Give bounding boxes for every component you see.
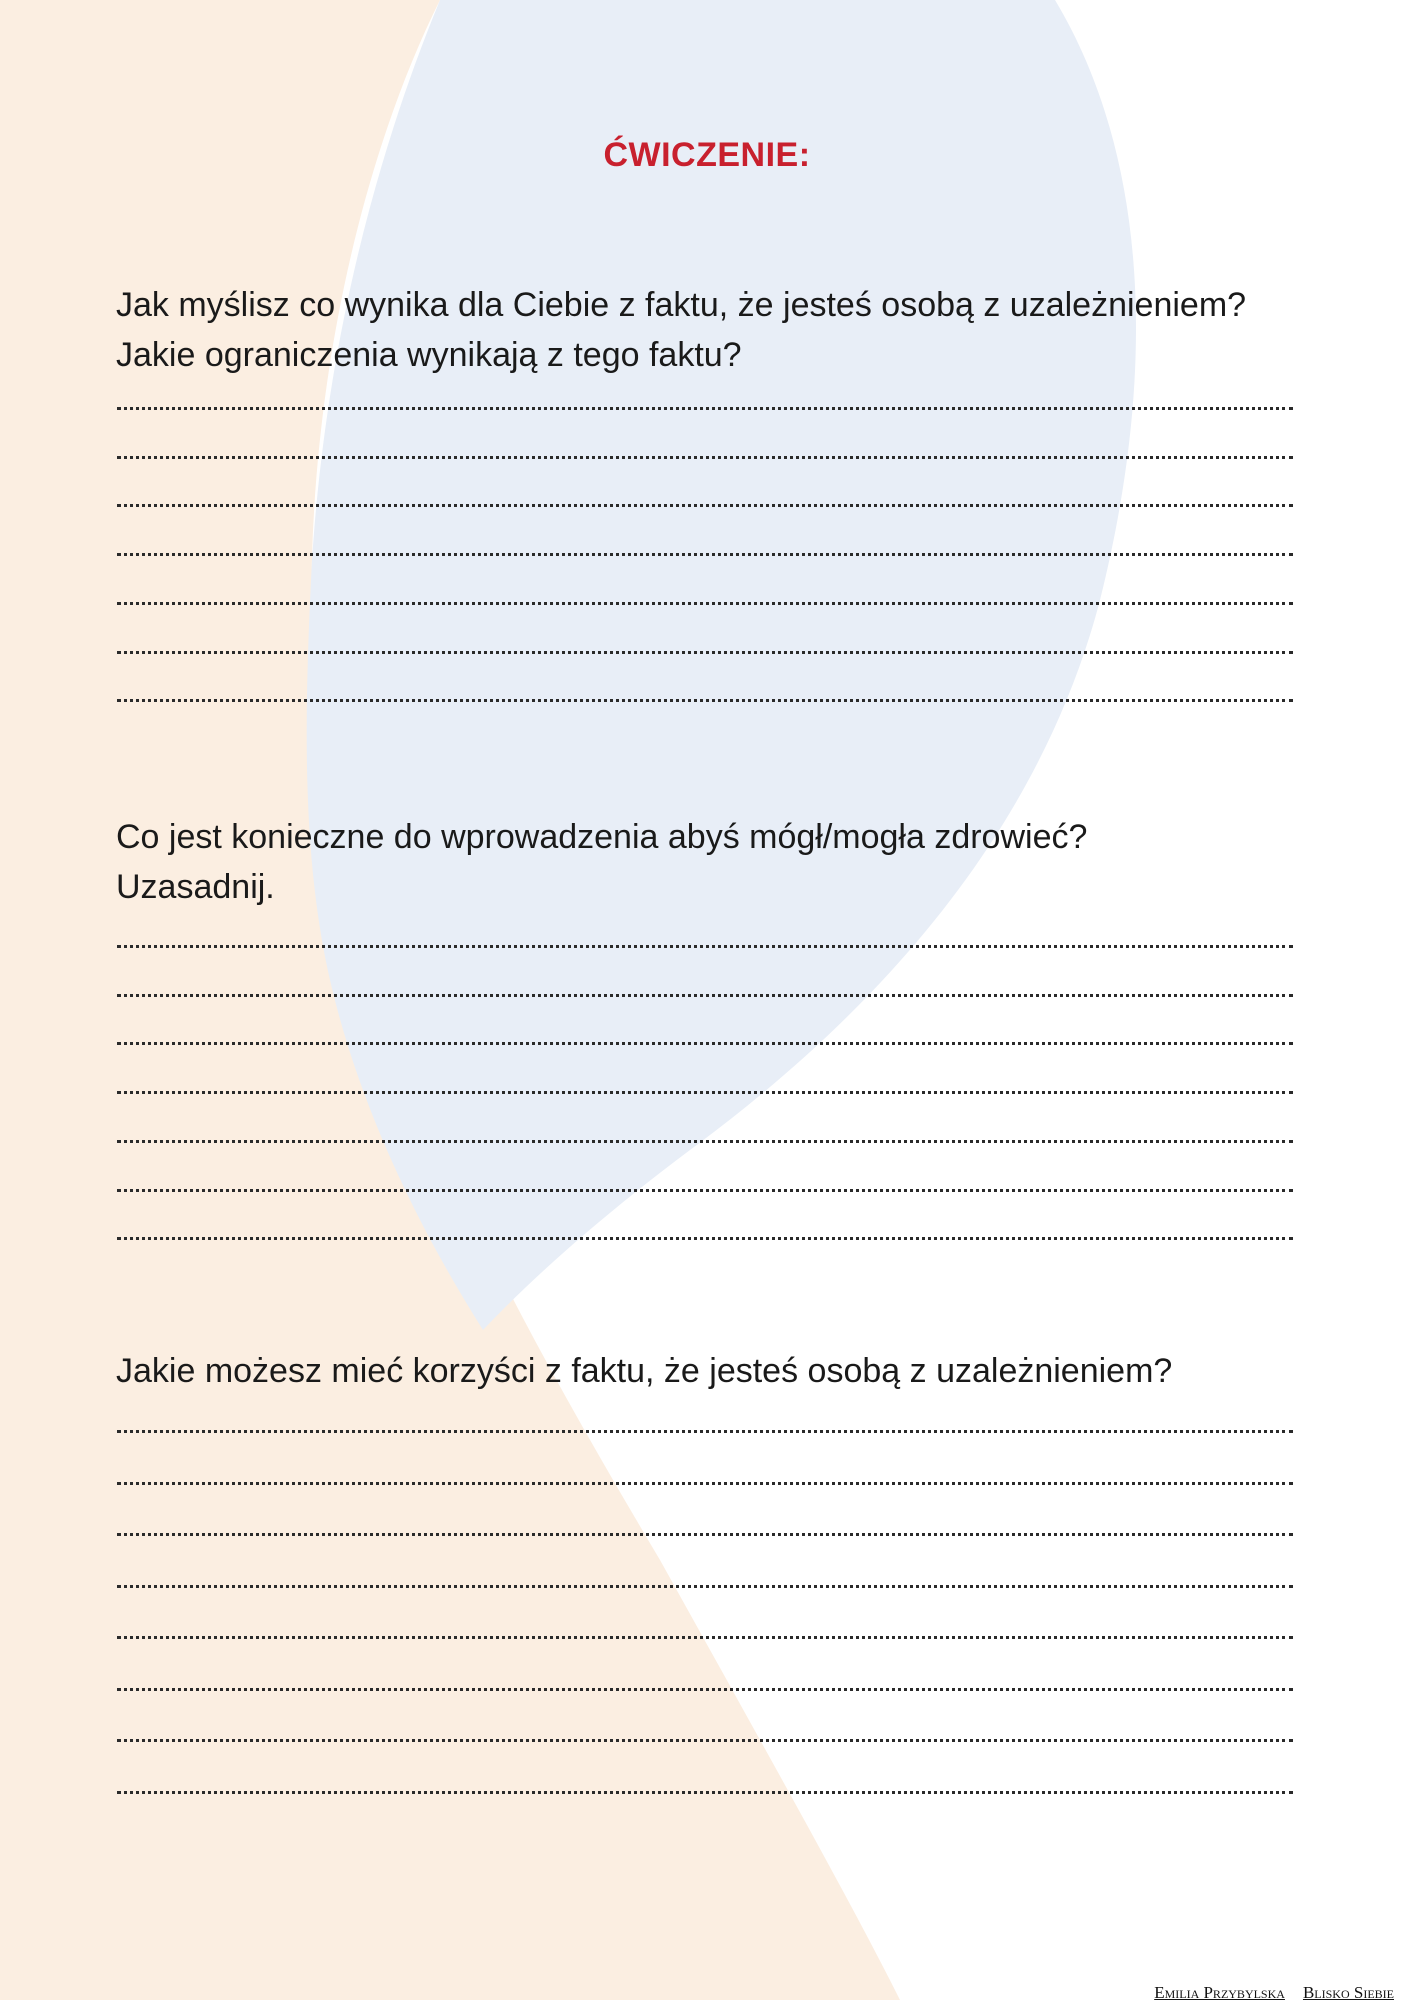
answer-line-q3-8[interactable] (117, 1791, 1293, 1794)
question-1-line-2: Jakie ograniczenia wynikają z tego faktu? (116, 336, 742, 374)
answer-line-q1-7[interactable] (117, 699, 1293, 702)
question-2-line-1: Co jest konieczne do wprowadzenia abyś mógł/mogła zdrowieć? (116, 818, 1088, 856)
question-2-line-2: Uzasadnij. (116, 868, 275, 906)
answer-line-q2-1[interactable] (117, 945, 1293, 948)
question-text-3 (116, 1346, 1336, 1396)
answer-line-q1-2[interactable] (117, 456, 1293, 459)
answer-line-q3-2[interactable] (117, 1482, 1293, 1485)
page-title: ĆWICZENIE: (603, 136, 811, 174)
answer-line-q1-6[interactable] (117, 651, 1293, 654)
question-text-2 (116, 812, 1336, 912)
answer-line-q2-5[interactable] (117, 1140, 1293, 1143)
answer-line-q2-7[interactable] (117, 1237, 1293, 1240)
answer-line-q1-3[interactable] (117, 504, 1293, 507)
answer-line-q2-4[interactable] (117, 1091, 1293, 1094)
answer-line-q3-3[interactable] (117, 1533, 1293, 1536)
answer-line-q3-7[interactable] (117, 1739, 1293, 1742)
answer-line-q3-4[interactable] (117, 1585, 1293, 1588)
footer-credits (1154, 1983, 1394, 2003)
question-3-line-1: Jakie możesz mieć korzyści z faktu, że jesteś osobą z uzależnieniem? (116, 1352, 1173, 1390)
answer-line-q3-6[interactable] (117, 1688, 1293, 1691)
answer-line-q1-5[interactable] (117, 602, 1293, 605)
answer-line-q1-1[interactable] (117, 407, 1293, 410)
footer-brand: Blisko Siebie (1302, 1983, 1394, 2002)
answer-line-q2-3[interactable] (117, 1042, 1293, 1045)
question-1-line-1: Jak myślisz co wynika dla Ciebie z faktu, że jesteś osobą z uzależnieniem? (116, 286, 1247, 324)
footer-author: Emilia Przybylska (1154, 1983, 1285, 2002)
answer-line-q3-1[interactable] (117, 1430, 1293, 1433)
answer-line-q3-5[interactable] (117, 1636, 1293, 1639)
answer-line-q2-2[interactable] (117, 994, 1293, 997)
answer-line-q2-6[interactable] (117, 1189, 1293, 1192)
answer-line-q1-4[interactable] (117, 553, 1293, 556)
question-text-1 (116, 280, 1336, 380)
